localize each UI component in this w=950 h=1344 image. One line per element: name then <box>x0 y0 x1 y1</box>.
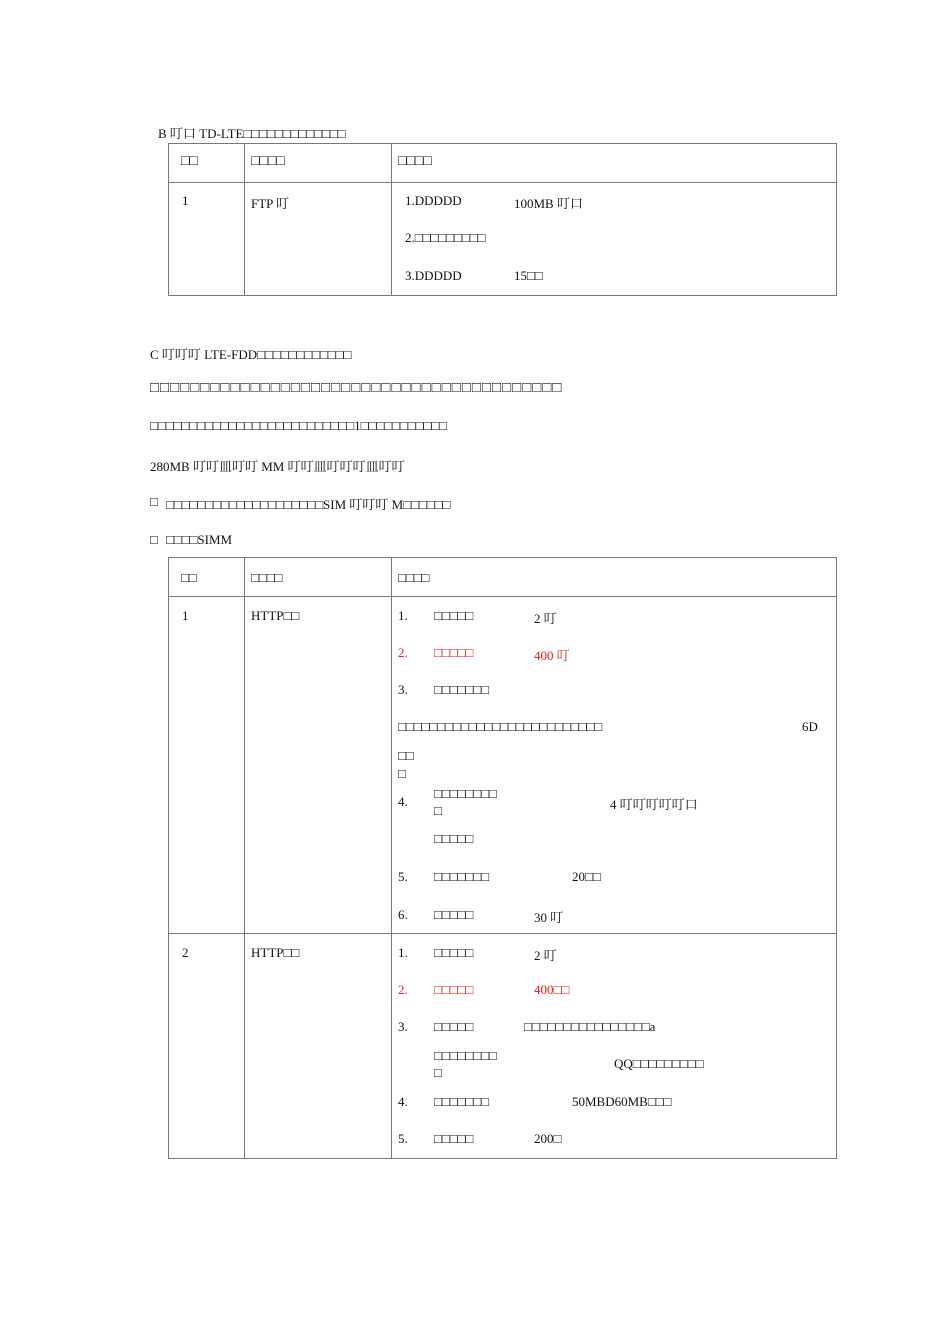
table-b-header-item: □□□□ <box>251 154 285 169</box>
table-c-row2-item3-sub-value: QQ□□□□□□□□□ <box>614 1056 704 1071</box>
table-c-col-divider-2 <box>391 557 392 1159</box>
table-c-row2-item3-sub-2: □ <box>434 1065 442 1080</box>
table-b-header-divider <box>168 182 837 183</box>
table-c-row2-num: 2 <box>182 945 189 960</box>
table-b-row1-item1-label: 1.DDDDD <box>405 193 462 208</box>
table-c-row1-item3-num: 3. <box>398 682 408 697</box>
table-c-row2-item1-value: 2 叮 <box>534 948 557 963</box>
table-c-row1-note-right: 6D <box>802 719 818 734</box>
table-c-row2-item2-num: 2. <box>398 982 408 997</box>
table-c-row2-item3-label: □□□□□ <box>434 1019 474 1034</box>
section-c-line-2: □□□□□□□□□□□□□□□□□□□□□□□□□□1□□□□□□□□□□□ <box>150 418 448 433</box>
section-c-line-5: □□□□SIMM <box>166 532 233 547</box>
table-c-row2-item5-value: 200□ <box>534 1131 562 1146</box>
section-c-line-3: 280MB 叮叮皿叮叮 MM 叮叮皿叮叮叮皿叮叮 <box>150 459 405 474</box>
table-c-row1-item4-value: 4 叮叮叮叮叮口 <box>610 797 698 812</box>
table-c-row1-name: HTTP□□ <box>251 608 300 623</box>
table-c-row2-name: HTTP□□ <box>251 945 300 960</box>
table-c-row1-item5-value: 20□□ <box>572 869 601 884</box>
section-c-line-1: □□□□□□□□□□□□□□□□□□□□□□□□□□□□□□□□□□□□□□□□□ <box>150 380 563 396</box>
table-c-row1-note-2: □□ <box>398 748 414 763</box>
table-c-row2-item4-num: 4. <box>398 1094 408 1109</box>
table-c-row1-item4-extra: □□□□□ <box>434 831 474 846</box>
section-c-line-4: □□□□□□□□□□□□□□□□□□□□SIM 叮叮叮 M□□□□□□ <box>166 497 451 512</box>
table-c-row2-item1-num: 1. <box>398 945 408 960</box>
table-b-row1-name: FTP 叮 <box>251 196 290 211</box>
table-c-row1-item4-num: 4. <box>398 794 408 809</box>
table-c-row-divider <box>168 933 837 934</box>
table-c-row1-item5-label: □□□□□□□ <box>434 869 489 884</box>
table-c-row1-item2-label: □□□□□ <box>434 645 474 660</box>
table-c-row1-item6-num: 6. <box>398 907 408 922</box>
table-c-col-divider-1 <box>244 557 245 1159</box>
table-c-row2-item3-value: □□□□□□□□□□□□□□□□a <box>524 1019 656 1034</box>
table-c-row1-item4-label: □□□□□□□□ <box>434 786 497 801</box>
section-c-heading: C 叮叮叮 LTE-FDD□□□□□□□□□□□□ <box>150 347 352 362</box>
table-c-header-num: □□ <box>181 570 197 585</box>
table-b-row1-item3-value: 15□□ <box>514 268 543 283</box>
section-b-heading: B 叮口 TD-LTE□□□□□□□□□□□□□ <box>158 126 346 141</box>
table-c-row1-item6-value: 30 叮 <box>534 910 564 925</box>
table-c-row1-item2-num: 2. <box>398 645 408 660</box>
table-b-row1-item2-label: 2.□□□□□□□□□ <box>405 230 486 245</box>
table-c-header-divider <box>168 596 837 597</box>
table-c-row2-item4-value: 50MBD60MB□□□ <box>572 1094 672 1109</box>
table-c-row1-item4-label-2: □ <box>434 803 442 818</box>
table-c-row1-item3-label: □□□□□□□ <box>434 682 489 697</box>
table-b-header-desc: □□□□ <box>398 154 432 169</box>
table-b-row1-num: 1 <box>182 193 189 208</box>
table-c-header-item: □□□□ <box>251 570 283 585</box>
table-c-row2-item3-num: 3. <box>398 1019 408 1034</box>
table-c-header-desc: □□□□ <box>398 570 430 585</box>
table-b-col-divider-1 <box>244 143 245 296</box>
table-c-row2-item4-label: □□□□□□□ <box>434 1094 489 1109</box>
table-c-row2-item1-label: □□□□□ <box>434 945 474 960</box>
table-c-row1-item6-label: □□□□□ <box>434 907 474 922</box>
table-c-row2-item5-num: 5. <box>398 1131 408 1146</box>
table-b-row1-item3-label: 3.DDDDD <box>405 268 462 283</box>
table-c-row2-item2-label: □□□□□ <box>434 982 474 997</box>
table-b-row1-item1-value: 100MB 叮口 <box>514 196 583 211</box>
table-c-row1-item1-num: 1. <box>398 608 408 623</box>
section-c-line-4-bullet: □ <box>150 494 158 509</box>
table-c-row1-item1-value: 2 叮 <box>534 611 557 626</box>
table-b-header-num: □□ <box>181 154 198 169</box>
table-c <box>168 557 837 1159</box>
section-c-line-5-bullet: □ <box>150 532 158 547</box>
table-c-row2-item3-sub: □□□□□□□□ <box>434 1048 497 1063</box>
table-c-row2-item2-value: 400□□ <box>534 982 570 997</box>
table-c-row1-num: 1 <box>182 608 189 623</box>
table-c-row2-item5-label: □□□□□ <box>434 1131 474 1146</box>
table-b-col-divider-2 <box>391 143 392 296</box>
table-c-row1-note-3: □ <box>398 766 406 781</box>
table-c-row1-item2-value: 400 叮 <box>534 648 570 663</box>
table-c-row1-note: □□□□□□□□□□□□□□□□□□□□□□□□□□ <box>398 719 603 734</box>
table-c-row1-item1-label: □□□□□ <box>434 608 474 623</box>
table-c-row1-item5-num: 5. <box>398 869 408 884</box>
